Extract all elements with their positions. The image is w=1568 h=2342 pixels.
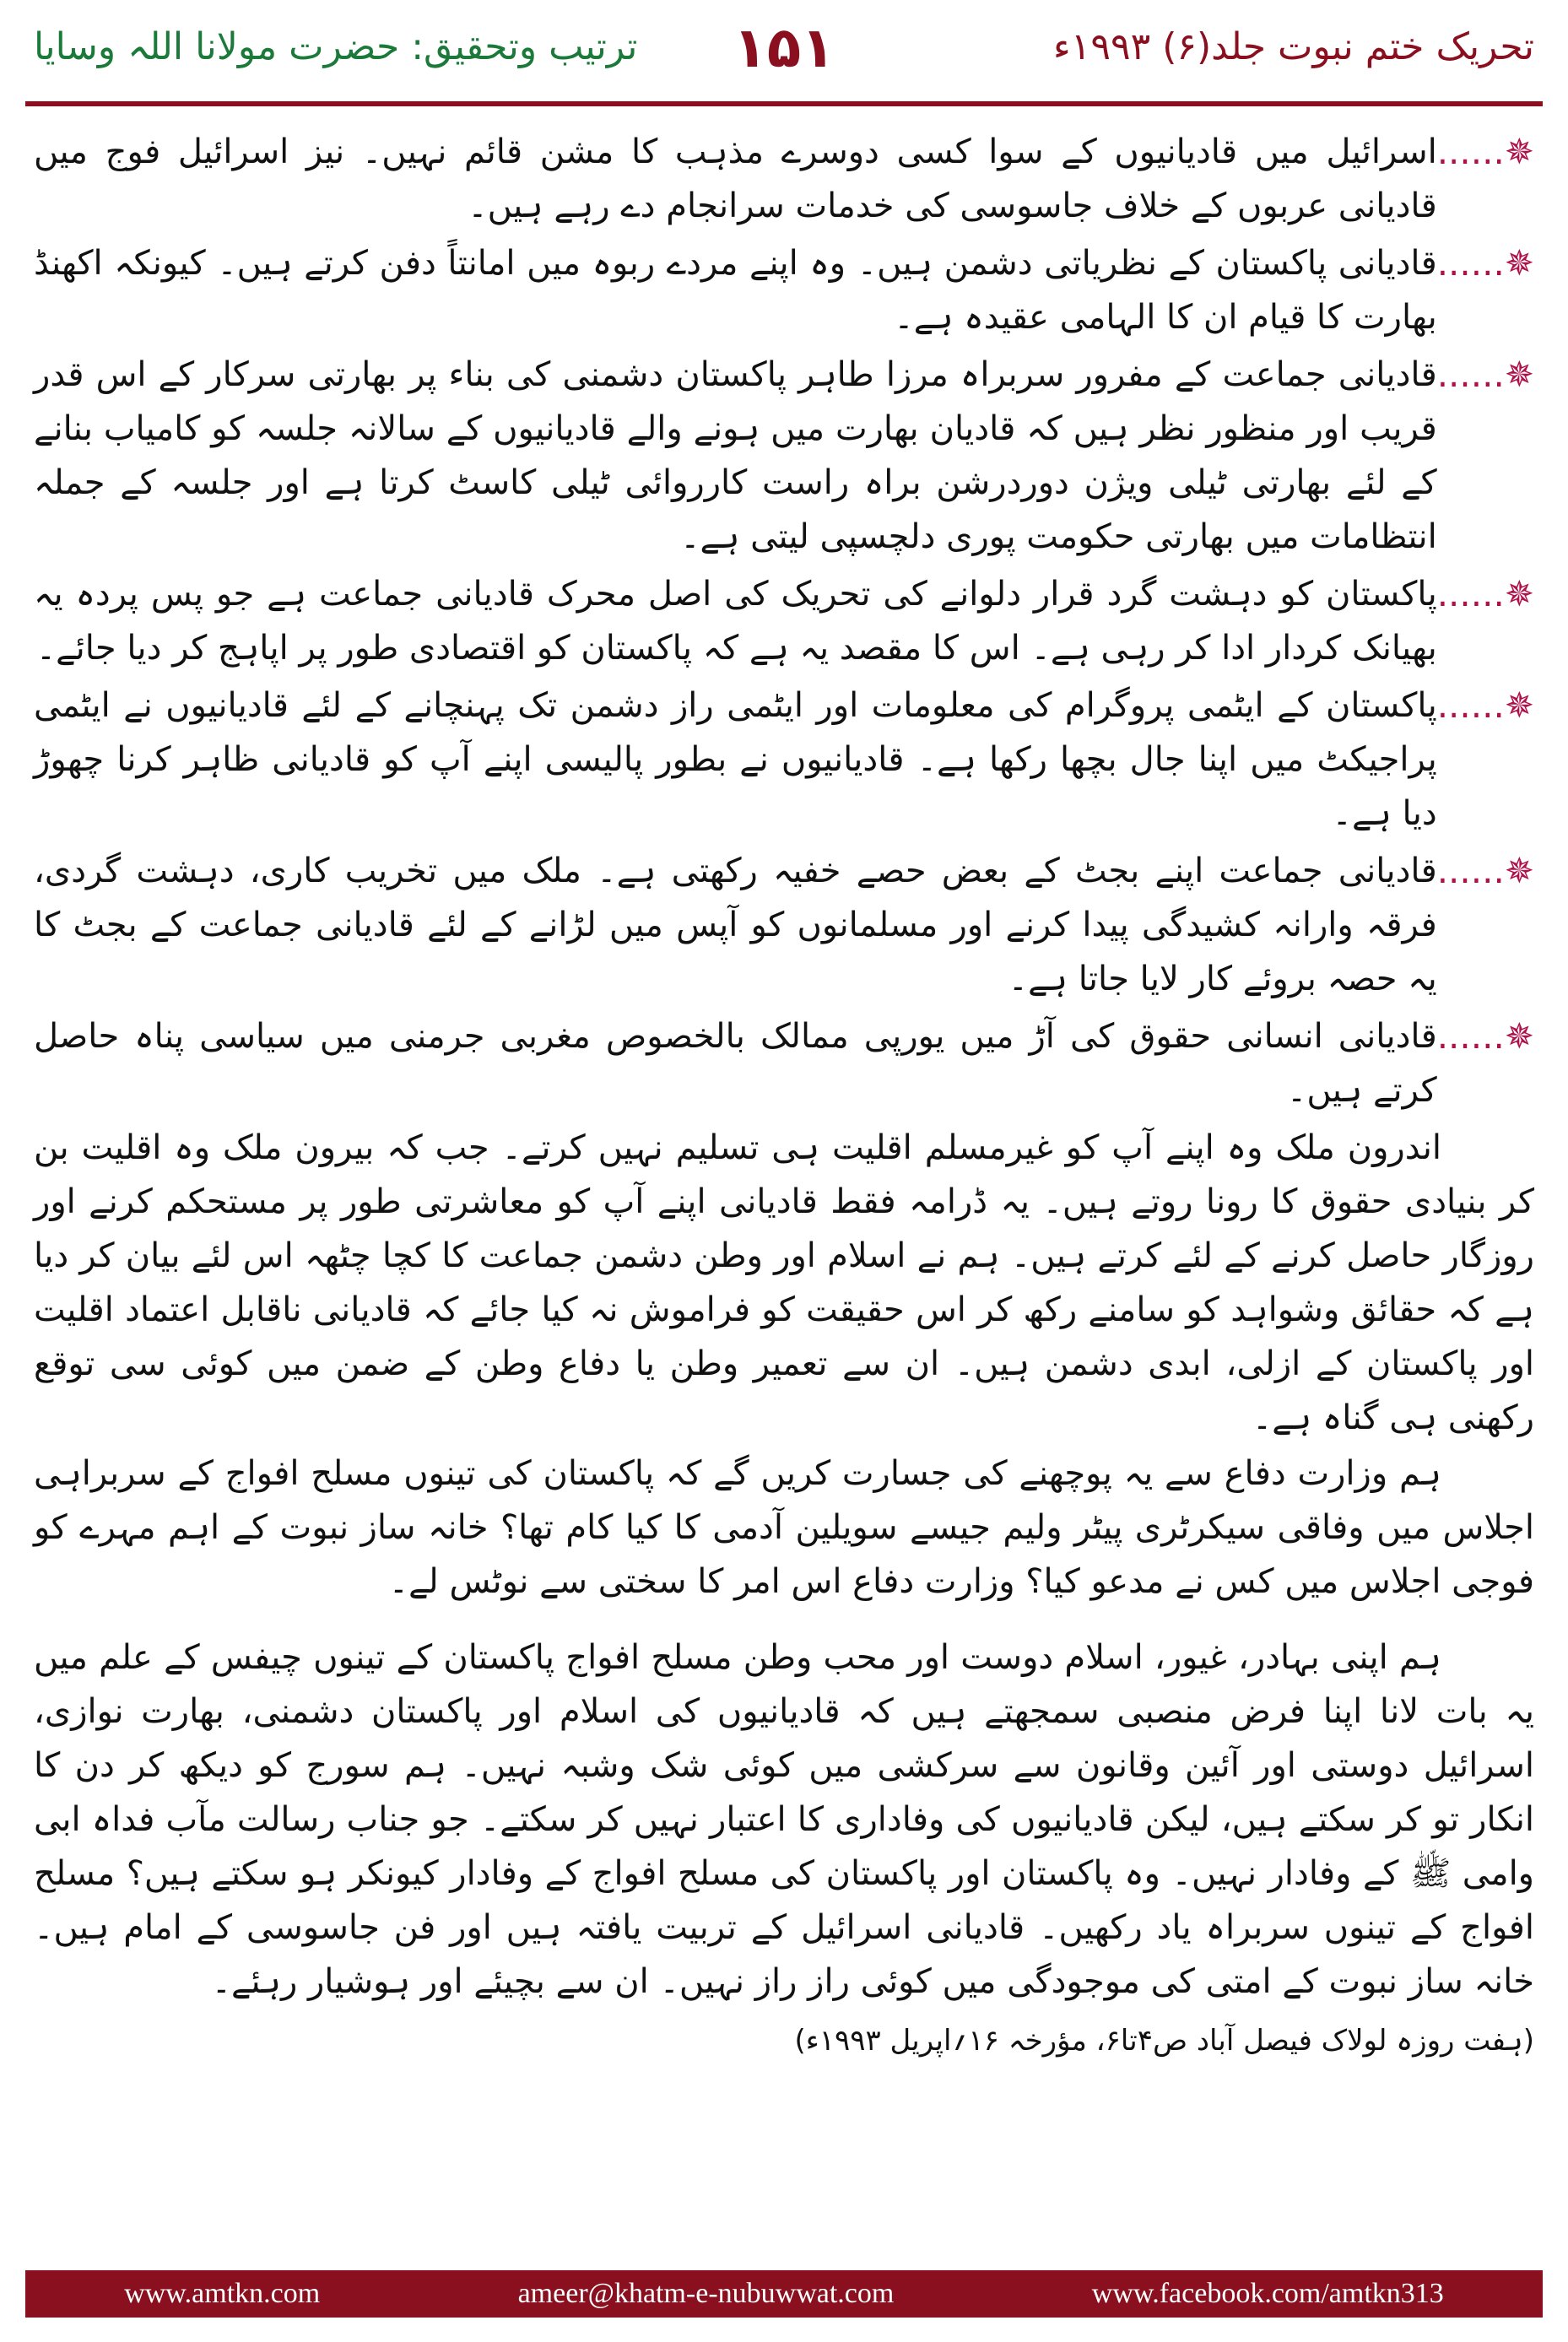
- page-body: [34, 125, 1534, 2066]
- page-number: ۱۵۱: [733, 15, 835, 80]
- header-divider: [25, 101, 1543, 106]
- star-bullet-icon: ✵......: [1436, 242, 1534, 284]
- bullet-text: قادیانی جماعت کے مفرور سربراہ مرزا طاہر پاکستان دشمنی کی بناء پر بھارتی سرکار کے اس قدر قریب اور منظور نظر ہیں کہ قادیان بھارت میں ہونے والے قادیانیوں کے سالانہ جلسہ کو کامیاب بنانے کے لئے بھارتی ٹیلی ویژن دوردرشن براہ راست کارروائی ٹیلی کاسٹ کرتا ہے اور جلسہ کے جملہ انتظامات میں بھارتی حکومت پوری دلچسپی لیتی ہے۔: [34, 355, 1437, 556]
- footer-website-link[interactable]: www.amtkn.com: [124, 2278, 321, 2309]
- body-paragraph: ہم وزارت دفاع سے یہ پوچھنے کی جسارت کریں گے کہ پاکستان کی تینوں مسلح افواج کے سربراہی اجلاس میں وفاقی سیکرٹری پیٹر ولیم جیسے سویلین آدمی کا کیا کام تھا؟ خانہ ساز نبوت کے اہم مہرے کو فوجی اجلاس میں کس نے مدعو کیا؟ وزارت دفاع اس امر کا سختی سے نوٹس لے۔: [34, 1454, 1534, 1601]
- star-bullet-icon: ✵......: [1436, 573, 1534, 614]
- star-bullet-icon: ✵......: [1436, 1015, 1534, 1057]
- star-bullet-icon: ✵......: [1436, 354, 1534, 395]
- bullet-text: پاکستان کے ایٹمی پروگرام کی معلومات اور ایٹمی راز دشمن تک پہنچانے کے لئے قادیانیوں نے ایٹمی پراجیکٹ میں اپنا جال بچھا رکھا ہے۔ قادیانیوں نے بطور پالیسی اپنے آپ کو قادیانی ظاہر کرنا چھوڑ دیا ہے۔: [34, 686, 1437, 833]
- bullet-item: [34, 125, 1534, 233]
- footer-email-link[interactable]: ameer@khatm-e-nubuwwat.com: [517, 2278, 895, 2309]
- star-bullet-icon: ✵......: [1436, 684, 1534, 726]
- editor-credit: ترتیب وتحقیق: حضرت مولانا اللہ وسایا: [34, 25, 638, 68]
- star-bullet-icon: ✵......: [1436, 850, 1534, 891]
- body-paragraph: اندرون ملک وہ اپنے آپ کو غیرمسلم اقلیت ہی تسلیم نہیں کرتے۔ جب کہ بیرون ملک وہ اقلیت بن کر بنیادی حقوق کا رونا روتے ہیں۔ یہ ڈرامہ فقط قادیانی اپنے آپ کو معاشرتی طور پر مستحکم کرنے اور روزگار حاصل کرنے کے لئے کرتے ہیں۔ ہم نے اسلام اور وطن دشمن جماعت کا کچا چٹھہ اس لئے بیان کر دیا ہے کہ حقائق وشواہد کو سامنے رکھ کر اس حقیقت کو فراموش نہ کیا جائے کہ قادیانی ناقابل اعتماد اقلیت اور پاکستان کے ازلی، ابدی دشمن ہیں۔ ان سے تعمیر وطن یا دفاع وطن کے ضمن میں کوئی سی توقع رکھنی ہی گناہ ہے۔: [34, 1128, 1534, 1437]
- bullet-item: [34, 844, 1534, 1006]
- source-citation: (ہفت روزہ لولاک فیصل آباد ص۴تا۶، مؤرخہ ۱۶؍اپریل ۱۹۹۳ء): [794, 2024, 1534, 2058]
- bullet-text: قادیانی انسانی حقوق کی آڑ میں یورپی ممالک بالخصوص مغربی جرمنی میں سیاسی پناہ حاصل کرتے ہیں۔: [34, 1017, 1437, 1110]
- bullet-item: [34, 1009, 1534, 1117]
- page-header: [0, 0, 1568, 105]
- bullet-text: پاکستان کو دہشت گرد قرار دلوانے کی تحریک کی اصل محرک قادیانی جماعت ہے جو پس پردہ یہ بھیانک کردار ادا کر رہی ہے۔ اس کا مقصد یہ ہے کہ پاکستان کو اقتصادی طور پر اپاہج کر دیا جائے۔: [34, 575, 1437, 668]
- bullet-item: [34, 679, 1534, 841]
- book-title: تحریک ختم نبوت جلد(۶) ۱۹۹۳ء: [1052, 25, 1534, 68]
- bullet-text: قادیانی پاکستان کے نظریاتی دشمن ہیں۔ وہ اپنے مردے ربوہ میں امانتاً دفن کرتے ہیں۔ کیونکہ اکھنڈ بھارت کا قیام ان کا الہامی عقیدہ ہے۔: [34, 244, 1437, 337]
- page-footer: [25, 2270, 1543, 2318]
- bullet-item: [34, 236, 1534, 344]
- bullet-item: [34, 567, 1534, 675]
- bullet-item: [34, 348, 1534, 564]
- body-paragraph: ہم اپنی بہادر، غیور، اسلام دوست اور محب وطن مسلح افواج پاکستان کے تینوں چیفس کے علم میں یہ بات لانا اپنا فرض منصبی سمجھتے ہیں کہ قادیانیوں کی اسلام اور پاکستان دشمنی، بھارت نوازی، اسرائیل دوستی اور آئین وقانون سے سرکشی میں کوئی شک وشبہ نہیں۔ ہم سورج کو دیکھ کر دن کا انکار تو کر سکتے ہیں، لیکن قادیانیوں کی وفاداری کا اعتبار نہیں کر سکتے۔ جو جناب رسالت مآب فداہ ابی وامی ﷺ کے وفادار نہیں۔ وہ پاکستان اور پاکستان کی مسلح افواج کے وفادار کیونکر ہو سکتے ہیں؟ مسلح افواج کے تینوں سربراہ یاد رکھیں۔ قادیانی اسرائیل کے تربیت یافتہ ہیں اور فن جاسوسی کے امام ہیں۔ خانہ ساز نبوت کے امتی کی موجودگی میں کوئی راز راز نہیں۔ ان سے بچیئے اور ہوشیار رہئے۔: [34, 1638, 1534, 2001]
- bullet-text: اسرائیل میں قادیانیوں کے سوا کسی دوسرے مذہب کا مشن قائم نہیں۔ نیز اسرائیل فوج میں قادیانی عربوں کے خلاف جاسوسی کی خدمات سرانجام دے رہے ہیں۔: [34, 133, 1437, 225]
- star-bullet-icon: ✵......: [1436, 131, 1534, 172]
- bullet-text: قادیانی جماعت اپنے بجٹ کے بعض حصے خفیہ رکھتی ہے۔ ملک میں تخریب کاری، دہشت گردی، فرقہ وارانہ کشیدگی پیدا کرنے اور مسلمانوں کو آپس میں لڑانے کے لئے قادیانی جماعت کے بجٹ کا یہ حصہ بروئے کار لایا جاتا ہے۔: [34, 852, 1437, 998]
- footer-facebook-link[interactable]: www.facebook.com/amtkn313: [1091, 2278, 1444, 2309]
